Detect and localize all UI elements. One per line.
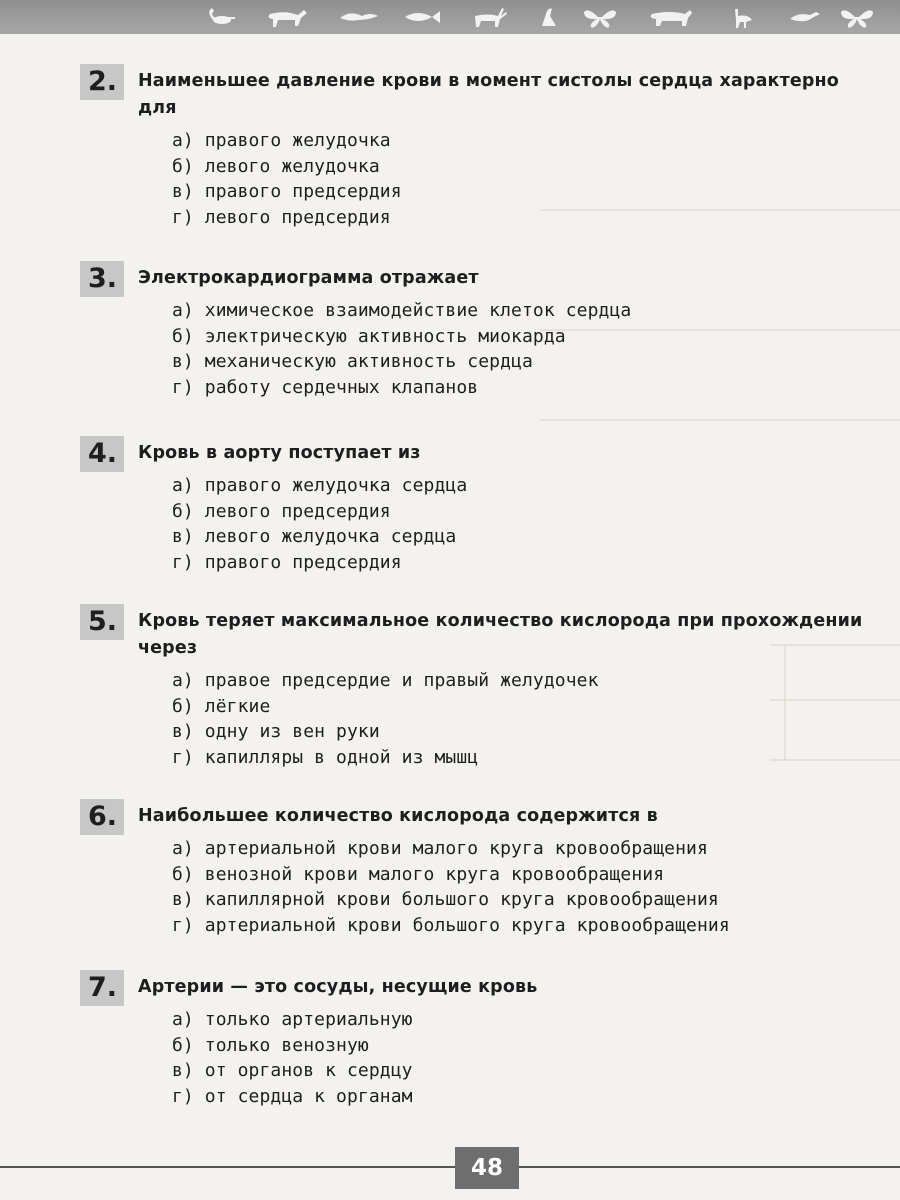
answer-option-a[interactable]: а) химическое взаимодействие клеток сердца — [172, 300, 632, 321]
answer-option-b[interactable]: б) левого желудочка — [172, 155, 380, 177]
answer-options — [172, 836, 870, 938]
question-number: 5. — [80, 604, 124, 640]
bird-icon — [542, 9, 556, 26]
answer-option-v[interactable]: в) капиллярной крови большого круга кровообращения — [172, 889, 719, 910]
question-text: Кровь в аорту поступает из — [138, 443, 421, 463]
question-number: 4. — [80, 436, 124, 472]
answer-option-g[interactable]: г) капилляры в одной из мышц — [172, 746, 479, 768]
page-number: 48 — [455, 1147, 519, 1189]
answer-option-g[interactable]: г) работу сердечных клапанов — [172, 376, 479, 398]
answer-option-v[interactable]: в) правого предсердия — [172, 181, 402, 202]
answer-options — [172, 473, 870, 575]
bull-icon — [651, 10, 692, 26]
answer-option-g[interactable]: г) артериальной крови большого круга кровообращения — [172, 914, 730, 936]
question-text: Наименьшее давление крови в момент систолы сердца характерно для — [138, 71, 839, 118]
answer-option-a[interactable]: а) правого желудочка сердца — [172, 475, 468, 496]
animal-silhouettes — [200, 4, 880, 30]
answer-option-b[interactable]: б) электрическую активность миокарда — [172, 325, 566, 347]
question-number: 6. — [80, 799, 124, 835]
scorpion-icon — [209, 8, 235, 24]
ostrich-icon — [735, 9, 752, 28]
question-3 — [80, 261, 870, 400]
question-number: 2. — [80, 64, 124, 100]
fish-icon — [405, 11, 440, 23]
answer-option-v[interactable]: в) механическую активность сердца — [172, 351, 533, 372]
answer-option-b[interactable]: б) левого предсердия — [172, 500, 391, 522]
header-band — [0, 0, 900, 34]
question-4 — [80, 436, 870, 575]
footer-divider — [0, 1166, 900, 1168]
butterfly-icon — [584, 10, 616, 28]
answer-options — [172, 1007, 870, 1109]
question-number: 7. — [80, 970, 124, 1006]
answer-option-a[interactable]: а) артериальной крови малого круга кровообращения — [172, 838, 708, 859]
question-text: Наибольшее количество кислорода содержится в — [138, 806, 658, 826]
question-6 — [80, 799, 870, 938]
question-2 — [80, 64, 870, 230]
answer-option-a[interactable]: а) только артериальную — [172, 1009, 413, 1030]
question-number: 3. — [80, 261, 124, 297]
answer-option-g[interactable]: г) левого предсердия — [172, 206, 391, 228]
duck-icon — [790, 12, 820, 21]
question-text: Кровь теряет максимальное количество кислорода при прохождении через — [138, 611, 863, 658]
answer-option-a[interactable]: а) правого желудочка — [172, 130, 391, 151]
answer-option-v[interactable]: в) одну из вен руки — [172, 721, 380, 742]
answer-option-v[interactable]: в) левого желудочка сердца — [172, 526, 457, 547]
answer-option-b[interactable]: б) только венозную — [172, 1034, 369, 1056]
answer-option-a[interactable]: а) правое предсердие и правый желудочек — [172, 670, 599, 691]
butterfly-icon — [841, 10, 873, 28]
question-5 — [80, 604, 870, 770]
answer-option-b[interactable]: б) лёгкие — [172, 695, 271, 717]
question-7 — [80, 970, 870, 1109]
answer-options — [172, 668, 870, 770]
question-text: Артерии — это сосуды, несущие кровь — [138, 977, 538, 997]
deer-icon — [475, 8, 507, 27]
answer-options — [172, 298, 870, 400]
answer-option-b[interactable]: б) венозной крови малого круга кровообращения — [172, 863, 665, 885]
answer-option-v[interactable]: в) от органов к сердцу — [172, 1060, 413, 1081]
answer-option-g[interactable]: г) от сердца к органам — [172, 1085, 413, 1107]
answer-option-g[interactable]: г) правого предсердия — [172, 551, 402, 573]
bird-icon — [340, 13, 378, 20]
answer-options — [172, 128, 870, 230]
horse-icon — [269, 10, 307, 27]
question-text: Электрокардиограмма отражает — [138, 268, 479, 288]
